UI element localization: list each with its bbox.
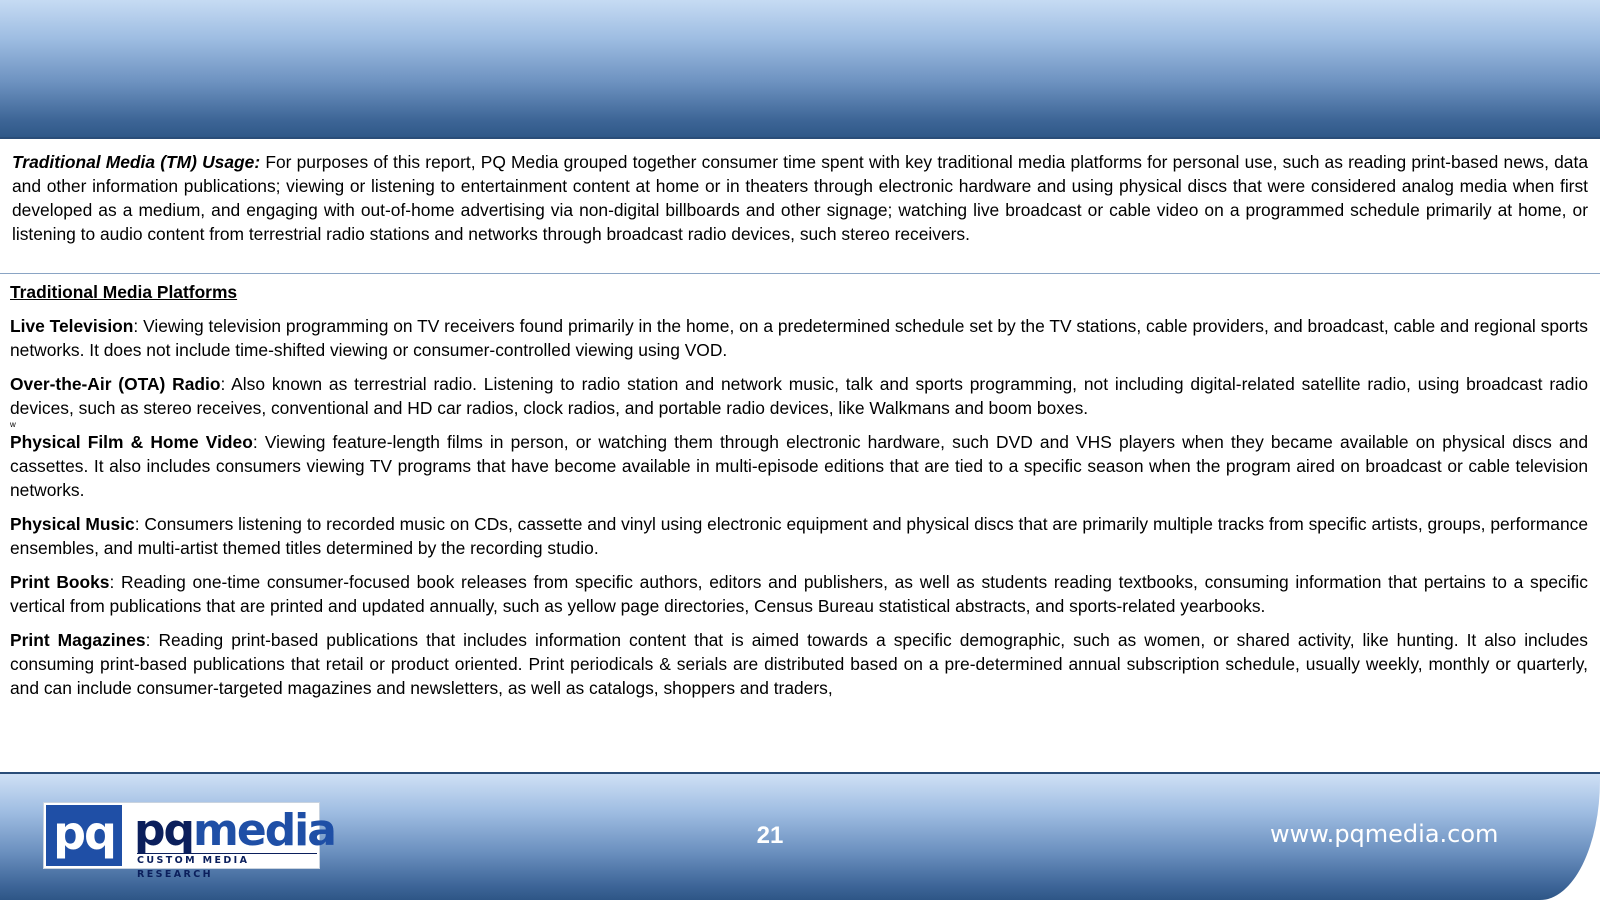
platform-description: : Reading print-based publications that includes information content that is aimed towards a specific demographic, such as women, or shared activity, like hunting. It also includes consuming print-based publications that retail or product oriented. Print periodicals & serials are distributed based on a pre-determined annual subscription schedule, usually weekly, monthly or quarterly, and can include consumer-targeted magazines and newsletters, as well as catalogs, shoppers and traders, — [10, 630, 1588, 698]
platform-description: : Viewing television programming on TV receivers found primarily in the home, on a predetermined schedule set by the TV stations, cable providers, and broadcast, cable and regional sports networks. It does not include time-shifted viewing or consumer-controlled viewing using VOD. — [10, 316, 1588, 360]
tm-usage-definition — [12, 150, 1588, 246]
platform-description: : Consumers listening to recorded music on CDs, cassette and vinyl using electronic equipment and physical discs that are primarily multiple tracks from specific artists, groups, performance ensembles, and multi-artist themed titles determined by the recording studio. — [10, 514, 1588, 558]
header-banner — [0, 0, 1600, 139]
platform-entry-print-books — [10, 570, 1588, 618]
platform-name: Over-the-Air (OTA) Radio — [10, 374, 221, 394]
platforms-section — [10, 280, 1588, 710]
pqmedia-logo — [43, 802, 335, 880]
logo-wordmark — [134, 803, 335, 859]
platform-name: Physical Film & Home Video — [10, 432, 253, 452]
platform-entry-physical-music — [10, 512, 1588, 560]
website-url: www.pqmedia.com — [1270, 820, 1499, 848]
platform-entry-live-television — [10, 314, 1588, 362]
platform-description: : Also known as terrestrial radio. Listening to radio station and network music, talk and sports programming, not including digital-related satellite radio, using broadcast radio devices, such as stereo receives, conventional and HD car radios, clock radios, and portable radio devices, like Walkmans and boom boxes. — [10, 374, 1589, 418]
platform-name: Physical Music — [10, 514, 135, 534]
platform-entry-ota-radio — [10, 372, 1588, 420]
section-divider — [0, 273, 1600, 274]
logo-word-part2: media — [193, 805, 335, 856]
stray-mark: w — [10, 420, 16, 429]
definition-term: Traditional Media (TM) Usage: — [12, 152, 261, 172]
page-number: 21 — [756, 822, 784, 849]
platform-description: : Reading one-time consumer-focused book releases from specific authors, editors and publishers, as well as students reading textbooks, consuming information that pertains to a specific vertical from publications that are printed and updated annually, such as yellow page directories, Census Bureau statistical abstracts, and sports-related yearbooks. — [10, 572, 1588, 616]
platform-name: Print Books — [10, 572, 110, 592]
platform-entry-physical-film — [10, 430, 1588, 502]
platform-name: Live Television — [10, 316, 134, 336]
logo-mark: pq — [46, 805, 122, 866]
platform-description: : Viewing feature-length films in person, or watching them through electronic hardware, such DVD and VHS players when they became available on physical discs and cassettes. It also includes consumers viewing TV programs that have become available in multi-episode editions that are tied to a specific season when the program aired on broadcast or cable television networks. — [10, 432, 1589, 500]
platform-entry-print-magazines — [10, 628, 1588, 700]
logo-tagline: CUSTOM MEDIA RESEARCH — [137, 853, 317, 867]
logo-word-part1: pq — [134, 805, 193, 856]
platforms-heading: Traditional Media Platforms — [10, 282, 238, 302]
definition-text: For purposes of this report, PQ Media grouped together consumer time spent with key traditional media platforms for personal use, such as reading print-based news, data and other information publications; viewing or listening to entertainment content at home or in theaters through electronic hardware and using physical discs that were considered analog media when first developed as a medium, and engaging with out-of-home advertising via non-digital billboards and other signage; watching live broadcast or cable video on a programmed schedule primarily at home, or listening to audio content from terrestrial radio stations and networks through broadcast radio devices, such stereo receivers. — [12, 152, 1588, 244]
platform-name: Print Magazines — [10, 630, 146, 650]
